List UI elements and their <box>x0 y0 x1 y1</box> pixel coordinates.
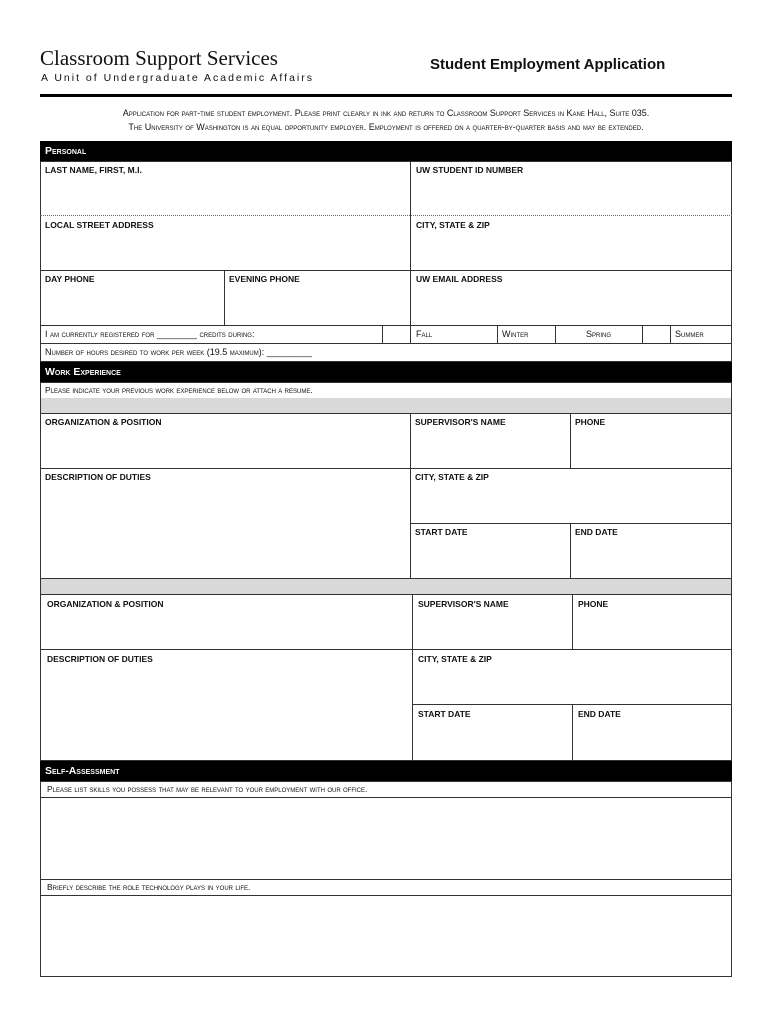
name-field[interactable]: LAST NAME, FIRST, M.I. <box>45 165 142 175</box>
quarter-winter[interactable]: Winter <box>502 329 529 339</box>
intro-line-1: Application for part-time student employment. Please print clearly in ink and return to Classroom Support Services in Kane Hall, Suite 035. <box>122 108 650 118</box>
technology-prompt: Briefly describe the role technology plays in your life. <box>47 882 251 892</box>
job1-duties[interactable]: DESCRIPTION OF DUTIES <box>45 472 151 482</box>
hours-field[interactable]: Number of hours desired to work per week (19.5 maximum): _________ <box>45 347 312 357</box>
section-personal-heading: Personal <box>40 141 732 161</box>
day-phone-field[interactable]: DAY PHONE <box>45 274 95 284</box>
job2-duties[interactable]: DESCRIPTION OF DUTIES <box>47 654 153 664</box>
job1-org-position[interactable]: ORGANIZATION & POSITION <box>45 417 162 427</box>
intro-line-2: The University of Washington is an equal opportunity employer. Employment is offered on a quarter-by-quarter basis and may be extended. <box>128 122 644 132</box>
student-id-field[interactable]: UW STUDENT ID NUMBER <box>416 165 524 175</box>
job2-supervisor[interactable]: SUPERVISOR'S NAME <box>418 599 509 609</box>
job1-phone[interactable]: PHONE <box>575 417 606 427</box>
job1-supervisor[interactable]: SUPERVISOR'S NAME <box>415 417 506 427</box>
section-work-heading: Work Experience <box>40 362 732 382</box>
credits-field[interactable]: I am currently registered for ________ credits during: <box>45 329 255 339</box>
quarter-fall[interactable]: Fall <box>416 329 433 339</box>
job1-city[interactable]: CITY, STATE & ZIP <box>415 472 489 482</box>
section-self-assessment-heading: Self-Assessment <box>40 761 732 781</box>
job2-start-date[interactable]: START DATE <box>418 709 471 719</box>
form-title: Student Employment Application <box>430 56 666 73</box>
quarter-spring[interactable]: Spring <box>586 329 612 339</box>
job1-start-date[interactable]: START DATE <box>415 527 468 537</box>
skills-prompt: Please list skills you possess that may be relevant to your employment with our office. <box>47 784 368 794</box>
job2-city[interactable]: CITY, STATE & ZIP <box>418 654 492 664</box>
email-field[interactable]: UW EMAIL ADDRESS <box>416 274 503 284</box>
org-name: Classroom Support Services <box>40 46 278 70</box>
street-address-field[interactable]: LOCAL STREET ADDRESS <box>45 220 154 230</box>
job2-org-position[interactable]: ORGANIZATION & POSITION <box>47 599 164 609</box>
job2-end-date[interactable]: END DATE <box>578 709 621 719</box>
intro-text <box>40 106 732 134</box>
evening-phone-field[interactable]: EVENING PHONE <box>229 274 300 284</box>
skills-answer-area[interactable] <box>41 798 731 878</box>
technology-answer-area[interactable] <box>41 896 731 976</box>
quarter-summer[interactable]: Summer <box>675 329 704 339</box>
org-unit: A Unit of Undergraduate Academic Affairs <box>41 72 314 84</box>
city-state-zip-field[interactable]: CITY, STATE & ZIP <box>416 220 490 230</box>
job1-end-date[interactable]: END DATE <box>575 527 618 537</box>
header-rule <box>40 94 732 97</box>
work-note: Please indicate your previous work experience below or attach a resume. <box>45 385 313 395</box>
job2-phone[interactable]: PHONE <box>578 599 609 609</box>
